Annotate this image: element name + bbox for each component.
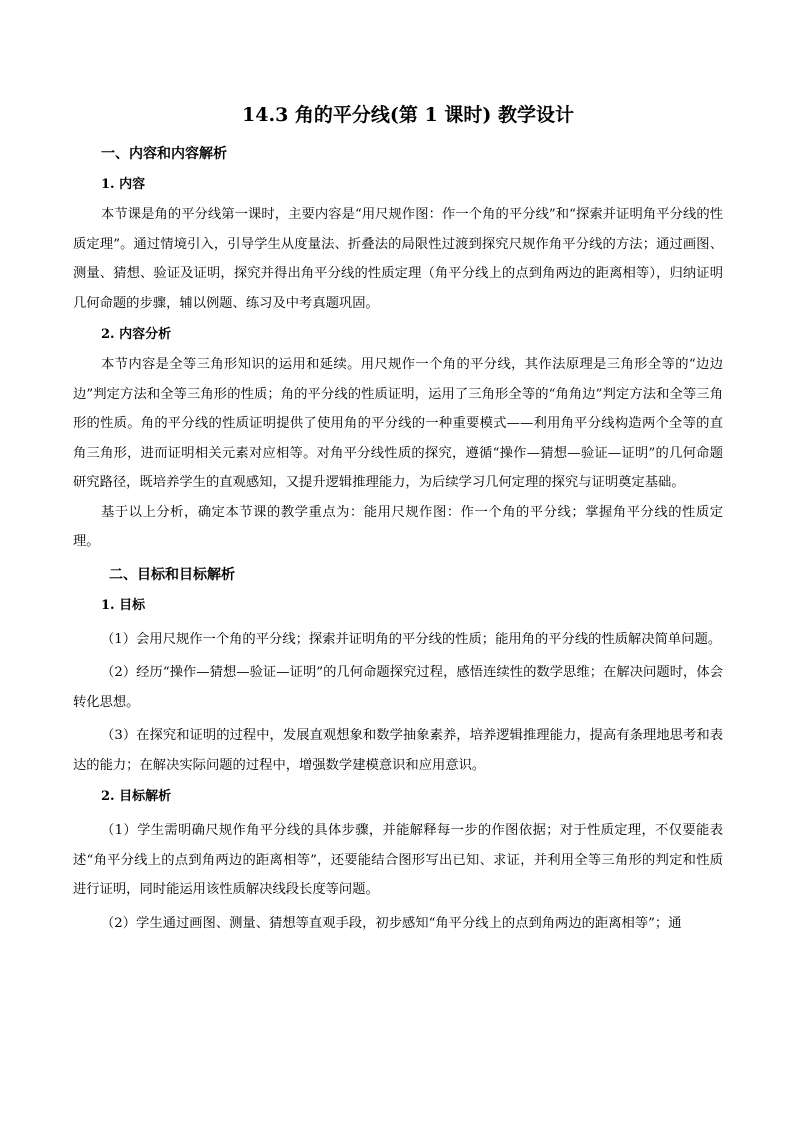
subheading-goal-analysis: 2. 目标解析 [101, 789, 172, 804]
paragraph-content: 本节课是角的平分线第一课时，主要内容是“用尺规作图：作一个角的平分线”和“探索并证明角平分线的性质定理”。通过情境引入，引导学生从度量法、折叠法的局限性过渡到探究尺规作角平分线的方法；通过画图、测量、猜想、验证及证明，探究并得出角平分线的性质定理（角平分线上的点到角两边的距离相等），归纳证明几何命题的步骤，辅以例题、练习及中考真题巩固。 [73, 207, 723, 311]
paragraph-teaching-focus: 基于以上分析，确定本节课的教学重点为：能用尺规作图：作一个角的平分线；掌握角平分线的性质定理。 [73, 504, 723, 549]
paragraph-goal-analysis-1: （1）学生需明确尺规作角平分线的具体步骤，并能解释每一步的作图依据；对于性质定理，不仅要能表述“角平分线上的点到角两边的距离相等”，还要能结合图形写出已知、求证，并利用全等三角形的判定和性质进行证明，同时能运用该性质解决线段长度等问题。 [73, 823, 723, 897]
paragraph-goal-3: （3）在探究和证明的过程中，发展直观想象和数学抽象素养，培养逻辑推理能力，提高有条理地思考和表达的能力；在解决实际问题的过程中，增强数学建模意识和应用意识。 [73, 728, 723, 773]
paragraph-goal-1: （1）会用尺规作一个角的平分线；探索并证明角的平分线的性质；能用角的平分线的性质解决简单问题。 [101, 631, 722, 647]
document-title: 14.3 角的平分线(第 1 课时) 教学设计 [242, 104, 574, 126]
paragraph-goal-analysis-2: （2）学生通过画图、测量、猜想等直观手段，初步感知“角平分线上的点到角两边的距离相等”；通 [101, 915, 682, 931]
subheading-content: 1. 内容 [101, 177, 146, 192]
document-body [73, 101, 723, 938]
paragraph-goal-2: （2）经历“操作—猜想—验证—证明”的几何命题探究过程，感悟连续性的数学思维；在解决问题时，体会转化思想。 [73, 665, 723, 710]
subheading-content-analysis: 2. 内容分析 [101, 327, 172, 342]
section-heading-goals: 二、目标和目标解析 [109, 566, 235, 583]
paragraph-content-analysis: 本节内容是全等三角形知识的运用和延续。用尺规作一个角的平分线，其作法原理是三角形全等的“边边边”判定方法和全等三角形的性质；角的平分线的性质证明，运用了三角形全等的“角角边”判定方法和全等三角形的性质。角的平分线的性质证明提供了使用角的平分线的一种重要模式——利用角平分线构造两个全等的直角三角形，进而证明相关元素对应相等。对角平分线性质的探究，遵循“操作—猜想—验证—证明”的几何命题研究路径，既培养学生的直观感知，又提升逻辑推理能力，为后续学习几何定理的探究与证明奠定基础。 [73, 357, 723, 490]
subheading-goals: 1. 目标 [101, 597, 146, 613]
section-heading-content: 一、内容和内容解析 [101, 146, 227, 162]
